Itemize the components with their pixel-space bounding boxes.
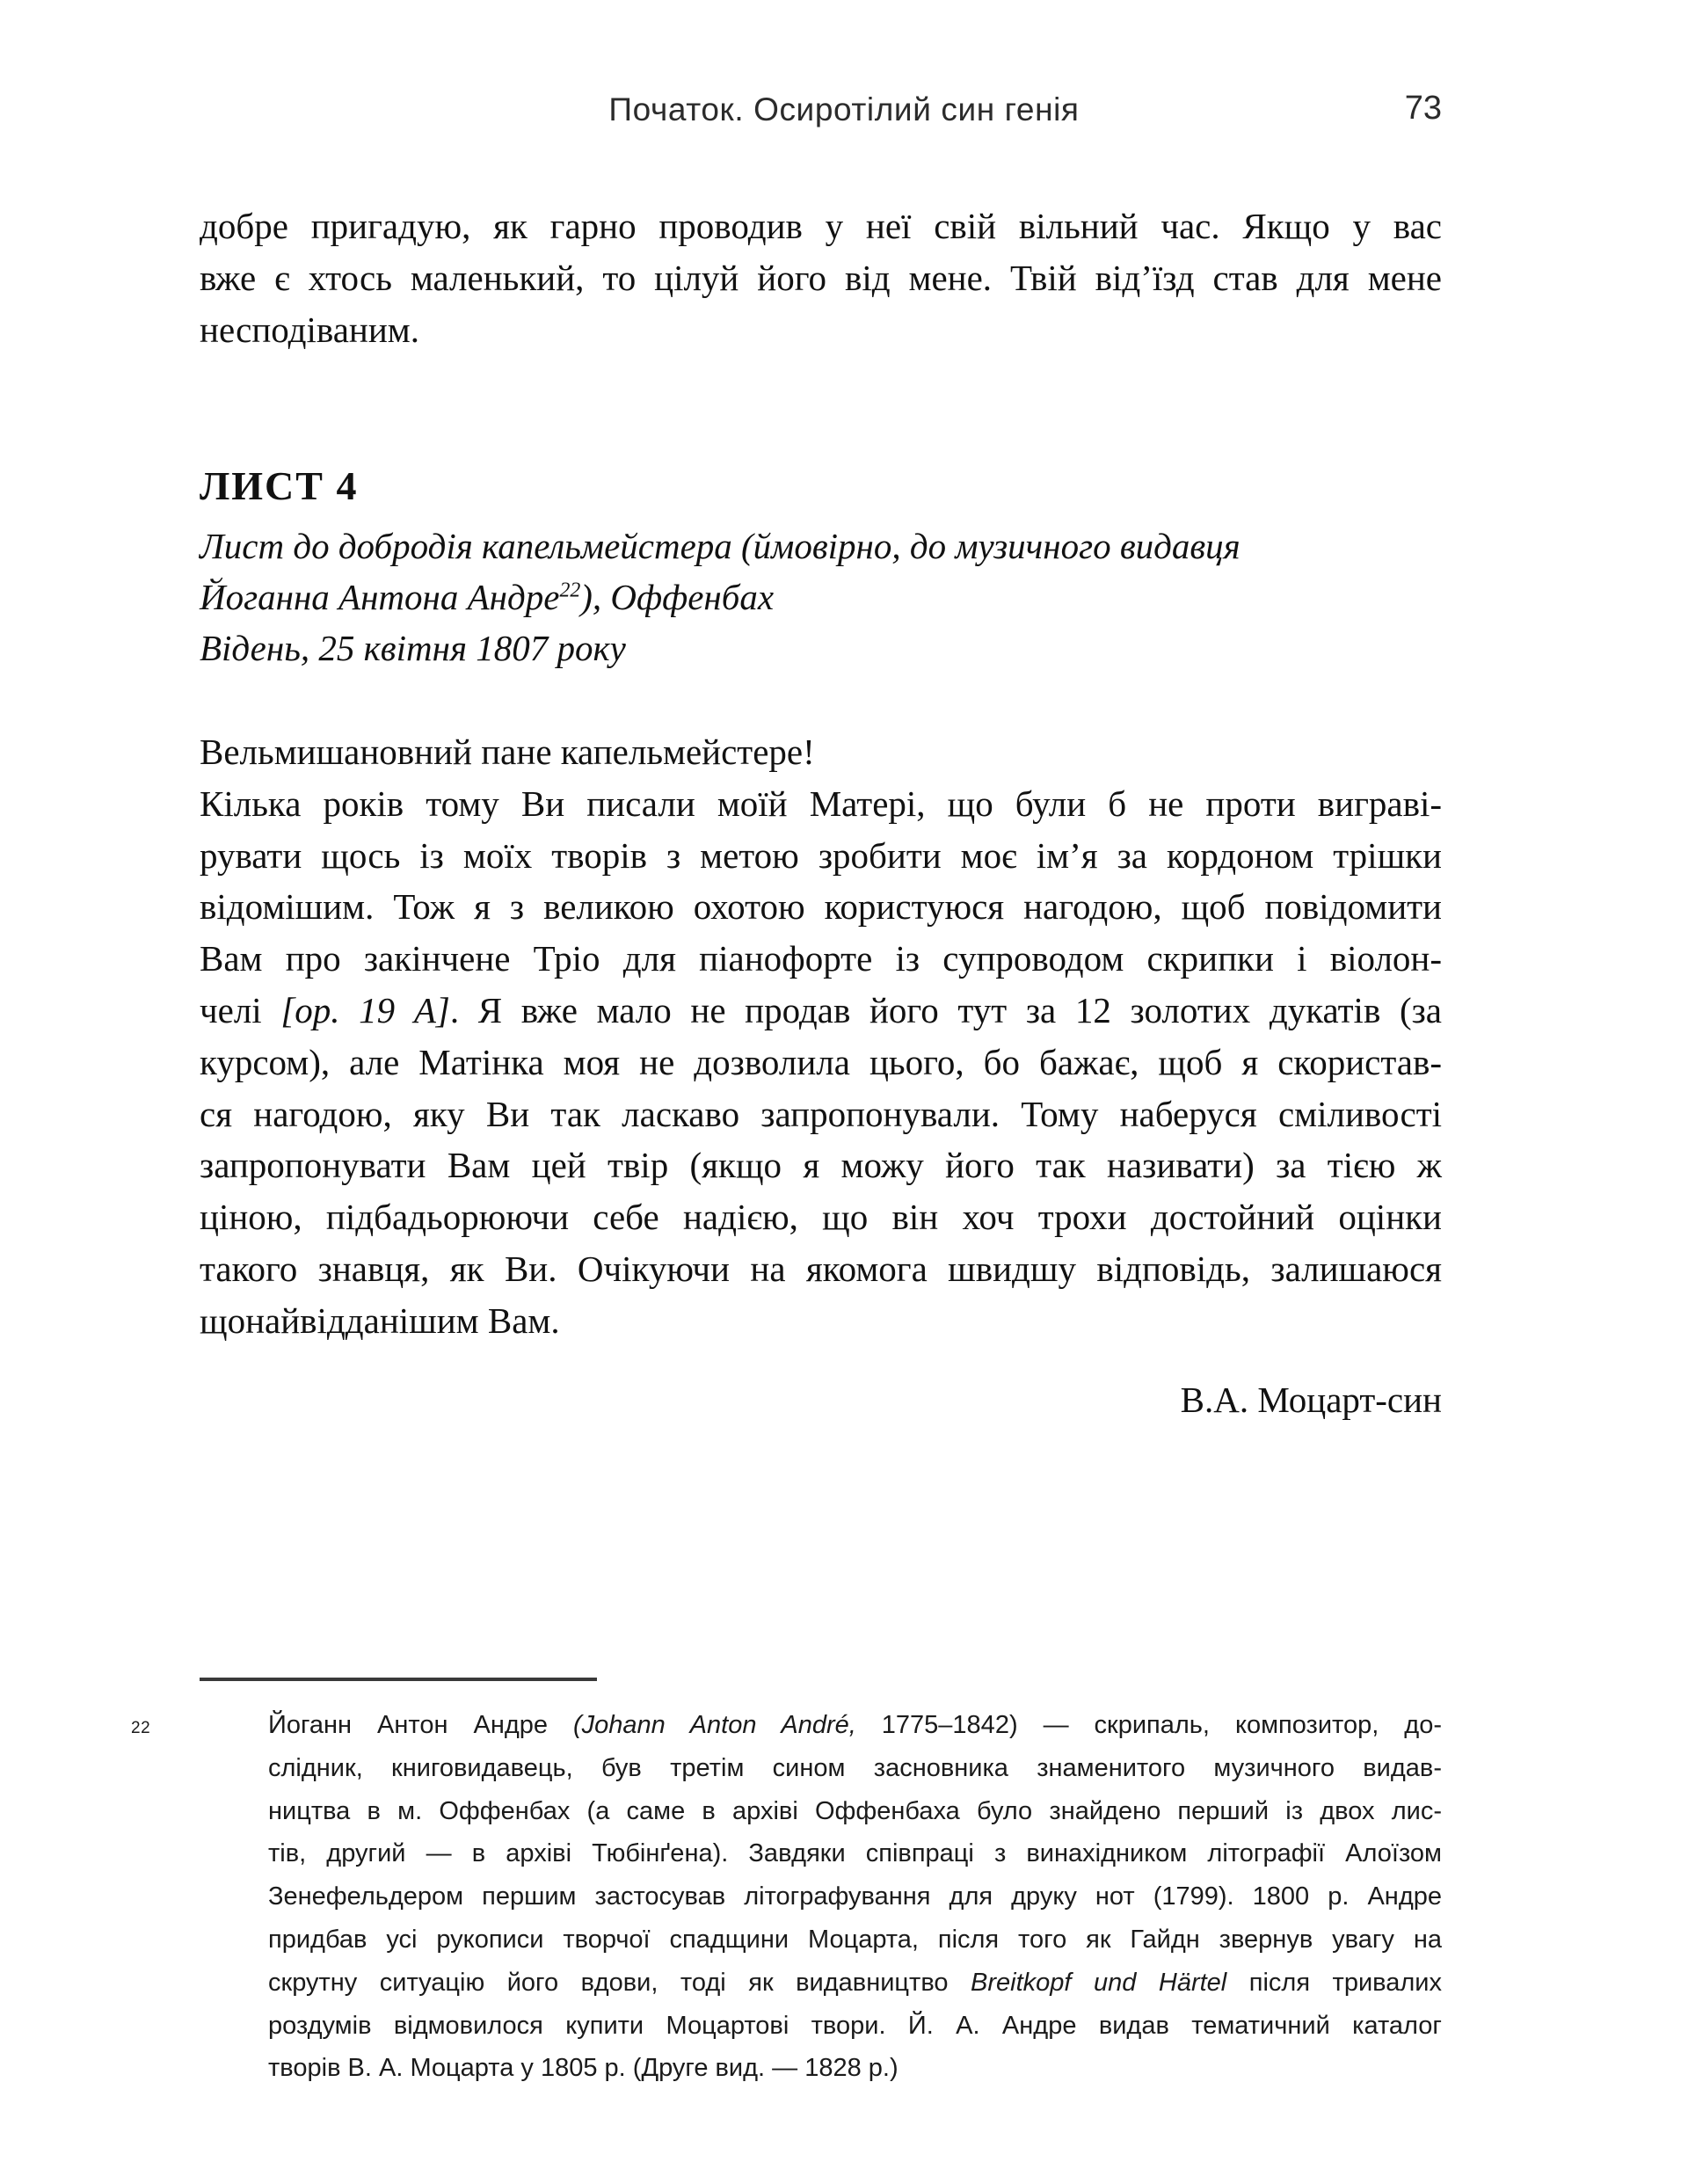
- text-line: ціною, підбадьорюючи себе надією, що він хоч трохи достойний оцінки: [200, 1197, 1442, 1238]
- text-line: курсом), але Матінка моя не дозволила цього, бо бажає, щоб я скористав-: [200, 1041, 1442, 1082]
- running-head: Початок. Осиротілий син генія: [608, 91, 1080, 127]
- text-line: добре пригадую, як гарно проводив у неї свій вільний час. Якщо у вас: [200, 206, 1442, 246]
- footnote-marker: 22: [131, 1719, 151, 1737]
- text-line: слідник, книговидавець, був третім сином засновника знаменитого музичного видав-: [268, 1753, 1442, 1782]
- text-line: несподіваним.: [200, 309, 419, 350]
- text-line: Вам про закінчене Тріо для піанофорте із супроводом скрипки і віолон-: [200, 938, 1442, 979]
- letter-signature: В.А. Моцарт-син: [1180, 1380, 1442, 1420]
- text-line: Кілька років тому Ви писали моїй Матері, що були б не проти виграві-: [200, 783, 1442, 824]
- text-line: Зенефельдером першим застосував літографування для друку нот (1799). 1800 р. Андре: [268, 1882, 1442, 1911]
- text-line: такого знавця, як Ви. Очікуючи на якомога швидшу відповідь, залишаюся: [200, 1248, 1442, 1289]
- letter-heading: ЛИСТ 4: [200, 463, 359, 508]
- footnote: [131, 1704, 1442, 2090]
- text-line: Лист до добродія капельмейстера (ймовірно, до музичного видавця: [200, 526, 1241, 566]
- text-line: щонайвідданішим Вам.: [200, 1299, 560, 1341]
- text-line: Вельмишановний пане капельмейстере!: [200, 732, 815, 772]
- text-line: вже є хтось маленький, то цілуй його від мене. Твій від’їзд став для мене: [200, 258, 1442, 298]
- text-line: Йоганн Антон Андре (Johann Anton André, 1775–1842) — скрипаль, композитор, до-: [268, 1711, 1442, 1739]
- page-number: 73: [1404, 90, 1442, 127]
- footnote-divider: [200, 1678, 597, 1681]
- text-line: ся нагодою, яку Ви так ласкаво запропонували. Тому наберуся сміливості: [200, 1093, 1442, 1134]
- text-line: Йоганна Антона Андре$^{22}$), Оффенбах: [200, 577, 775, 617]
- footnote-text: [268, 1704, 1442, 2090]
- text-line: скрутну ситуацію його вдови, тоді як видавництво Breitkopf und Härtel після тривалих: [268, 1968, 1442, 1997]
- text-line: запропонувати Вам цей твір (якщо я можу його так називати) за тією ж: [200, 1145, 1442, 1186]
- text-line: ництва в м. Оффенбах (а саме в архіві Оффенбаха було знайдено перший із двох лис-: [268, 1796, 1442, 1825]
- text-line: тів, другий — в архіві Тюбінґена). Завдяки співпраці з винахідником літографії Алоїзом: [268, 1839, 1442, 1868]
- letter-body: [200, 726, 1442, 1347]
- text-line: рувати щось із моїх творів з метою зробити моє ім’я за кордоном трішки: [200, 834, 1442, 876]
- text-line: челі [ор. 19 А]. Я вже мало не продав його тут за 12 золотих дукатів (за: [200, 989, 1443, 1030]
- text-line: придбав усі рукописи творчої спадщини Моцарта, після того як Гайдн звернув увагу на: [268, 1925, 1442, 1954]
- text-line: відомішим. Тож я з великою охотою користуюся нагодою, щоб повідомити: [200, 886, 1442, 928]
- text-line: Відень, 25 квітня 1807 року: [200, 628, 626, 668]
- text-line: творів В. А. Моцарта у 1805 р. (Друге вид. — 1828 р.): [268, 2054, 899, 2083]
- intro-paragraph: [200, 200, 1442, 356]
- text-line: роздумів відмовилося купити Моцартові твори. Й. А. Андре видав тематичний каталог: [268, 2011, 1442, 2040]
- letter-subtitle: [200, 521, 1442, 673]
